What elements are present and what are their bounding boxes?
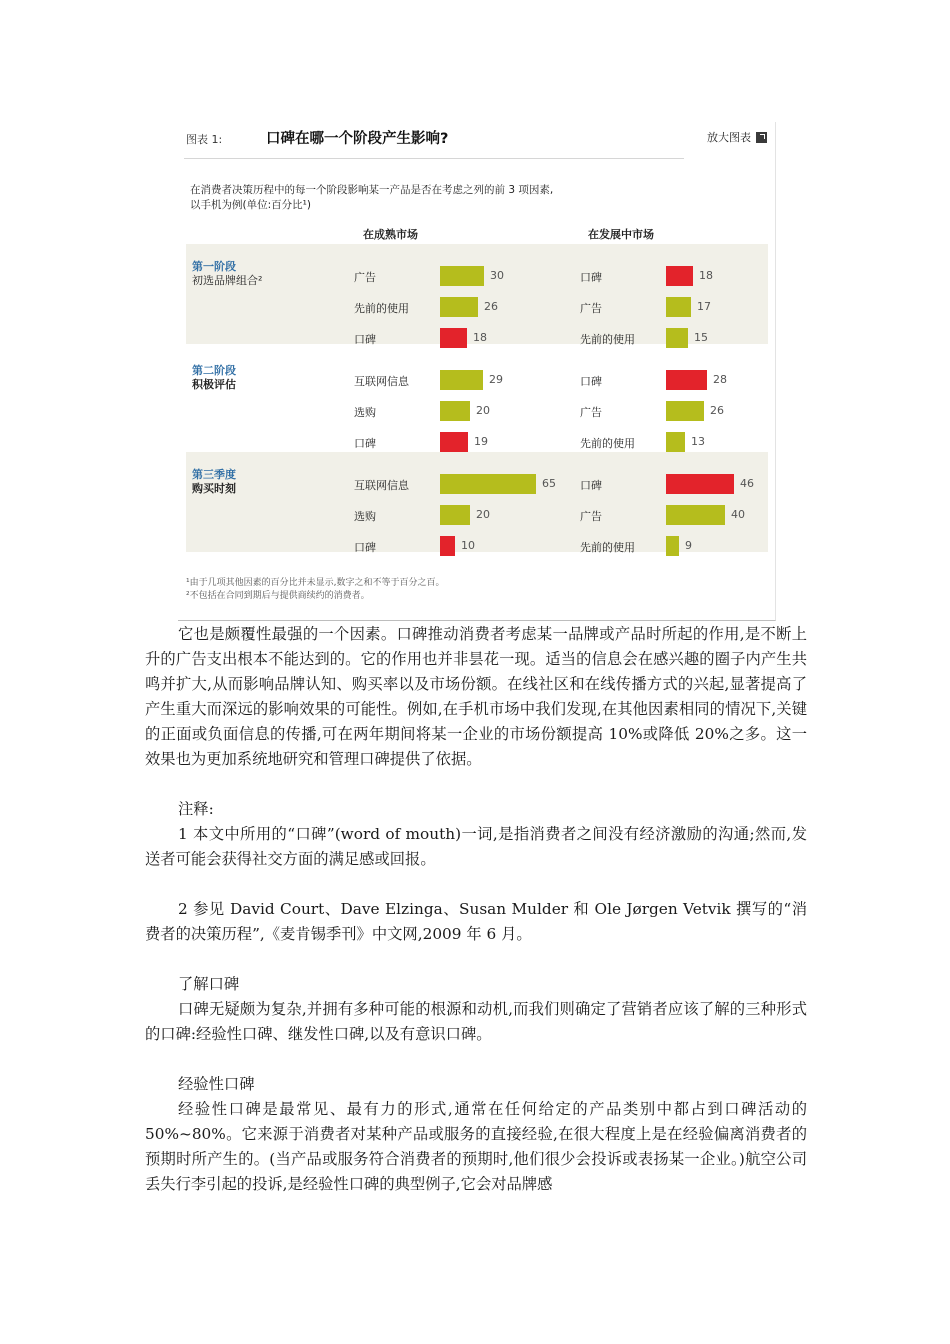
bar-value: 40 xyxy=(731,508,745,521)
bar xyxy=(666,432,685,452)
bar-value: 20 xyxy=(476,508,490,521)
bar-label: 选购 xyxy=(354,406,376,419)
note-1: 1 本文中所用的“口碑”(word of mouth)一词,是指消费者之间没有经济激励的沟通;然而,发送者可能会获得社交方面的满足感或回报。 xyxy=(145,825,807,868)
bar-value: 17 xyxy=(697,300,711,313)
bar-label: 口碑 xyxy=(580,271,602,284)
bar-label: 广告 xyxy=(580,406,602,419)
bar-value: 18 xyxy=(473,331,487,344)
bar xyxy=(440,505,470,525)
paragraph-understanding: 口碑无疑颇为复杂,并拥有多种可能的根源和动机,而我们则确定了营销者应该了解的三种形式的口碑:经验性口碑、继发性口碑,以及有意识口碑。 xyxy=(145,1000,807,1043)
stage-name: 第一阶段 xyxy=(192,260,236,273)
bar xyxy=(440,536,455,556)
bar-value: 10 xyxy=(461,539,475,552)
expand-icon xyxy=(756,132,767,143)
paragraph-experiential: 经验性口碑是最常见、最有力的形式,通常在任何给定的产品类别中都占到口碑活动的 50%~80%。它来源于消费者对某种产品或服务的直接经验,在很大程度上是在经验偏离消费者的预期时所产生的。(当产品或服务符合消费者的预期时,他们很少会投诉或表扬某一企业。)航空公司丢失行李引起的投诉,是经验性口碑的典型例子,它会对品牌感 xyxy=(145,1100,807,1193)
bar-value: 29 xyxy=(489,373,503,386)
article-body xyxy=(145,622,807,1197)
bar-value: 15 xyxy=(694,331,708,344)
bar xyxy=(440,432,468,452)
stage-name: 第三季度 xyxy=(192,468,236,481)
bar-label: 广告 xyxy=(580,302,602,315)
enlarge-chart-label: 放大图表 xyxy=(707,131,751,144)
title-divider xyxy=(184,158,684,159)
bar xyxy=(440,266,484,286)
stage-subtitle: 初选品牌组合² xyxy=(192,274,263,287)
bar-label: 口碑 xyxy=(354,437,376,450)
bar-label: 口碑 xyxy=(580,479,602,492)
bar-value: 13 xyxy=(691,435,705,448)
intro-line-2: 以手机为例(单位:百分比¹) xyxy=(190,199,311,211)
bar-label: 互联网信息 xyxy=(354,375,409,388)
stage-name: 第二阶段 xyxy=(192,364,236,377)
figure-intro xyxy=(190,183,553,213)
enlarge-chart-link[interactable] xyxy=(707,129,767,145)
bar xyxy=(666,328,688,348)
bar-label: 先前的使用 xyxy=(354,302,409,315)
bar-value: 28 xyxy=(713,373,727,386)
chart-figure xyxy=(178,122,776,621)
figure-footnote-2: ²不包括在合同到期后与提供商续约的消费者。 xyxy=(186,591,370,601)
bar xyxy=(666,401,704,421)
figure-label: 图表 1: xyxy=(186,133,223,146)
intro-line-1: 在消费者决策历程中的每一个阶段影响某一产品是否在考虑之列的前 3 项因素, xyxy=(190,184,554,196)
bar-label: 互联网信息 xyxy=(354,479,409,492)
bar-label: 口碑 xyxy=(580,375,602,388)
bar xyxy=(440,401,470,421)
stage-subtitle: 购买时刻 xyxy=(192,482,236,495)
bar xyxy=(666,370,707,390)
figure-footnote-1: ¹由于几项其他因素的百分比并未显示,数字之和不等于百分之百。 xyxy=(186,578,445,588)
bar-value: 30 xyxy=(490,269,504,282)
bar-label: 先前的使用 xyxy=(580,541,635,554)
bar xyxy=(440,370,483,390)
notes-heading: 注释: xyxy=(178,800,214,818)
bar xyxy=(440,328,467,348)
stage-band xyxy=(186,452,768,552)
bar-label: 口碑 xyxy=(354,333,376,346)
section-heading-experiential: 经验性口碑 xyxy=(178,1075,255,1093)
bar-value: 46 xyxy=(740,477,754,490)
bar-label: 广告 xyxy=(354,271,376,284)
column-head-mature: 在成熟市场 xyxy=(363,228,418,241)
figure-footnotes xyxy=(186,577,444,603)
bar-label: 广告 xyxy=(580,510,602,523)
bar xyxy=(666,474,734,494)
stage-band xyxy=(186,244,768,344)
column-head-developing: 在发展中市场 xyxy=(588,228,654,241)
bar-label: 先前的使用 xyxy=(580,437,635,450)
bar-label: 先前的使用 xyxy=(580,333,635,346)
bar-value: 26 xyxy=(484,300,498,313)
section-heading-understanding: 了解口碑 xyxy=(178,975,240,993)
bar xyxy=(440,297,478,317)
paragraph-disruptive: 它也是颇覆性最强的一个因素。口碑推动消费者考虑某一品牌或产品时所起的作用,是不断上升的广告支出根本不能达到的。它的作用也并非昙花一现。适当的信息会在感兴趣的圈子内产生共鸣并扩大,从而影响品牌认知、购买率以及市场份额。在线社区和在线传播方式的兴起,显著提高了产生重大而深远的影响效果的可能性。例如,在手机市场中我们发现,在其他因素相同的情况下,关键的正面或负面信息的传播,可在两年期间将某一企业的市场份额提高 10%或降低 20%之多。这一效果也为更加系统地研究和管理口碑提供了依据。 xyxy=(145,625,807,768)
stage-subtitle: 积极评估 xyxy=(192,378,236,391)
bar-value: 20 xyxy=(476,404,490,417)
figure-title: 口碑在哪一个阶段产生影响? xyxy=(266,131,449,147)
stage-band xyxy=(186,348,768,448)
bar-value: 19 xyxy=(474,435,488,448)
bar-value: 26 xyxy=(710,404,724,417)
bar-value: 9 xyxy=(685,539,692,552)
bar xyxy=(666,266,693,286)
bar-value: 65 xyxy=(542,477,556,490)
bar-label: 选购 xyxy=(354,510,376,523)
bar-value: 18 xyxy=(699,269,713,282)
note-2: 2 参见 David Court、Dave Elzinga、Susan Mulder 和 Ole Jørgen Vetvik 撰写的“消费者的决策历程”,《麦肯锡季刊》中文网,2009 年 6 月。 xyxy=(145,900,807,943)
bar xyxy=(666,297,691,317)
bar-label: 口碑 xyxy=(354,541,376,554)
bar xyxy=(666,505,725,525)
bar xyxy=(666,536,679,556)
bar xyxy=(440,474,536,494)
